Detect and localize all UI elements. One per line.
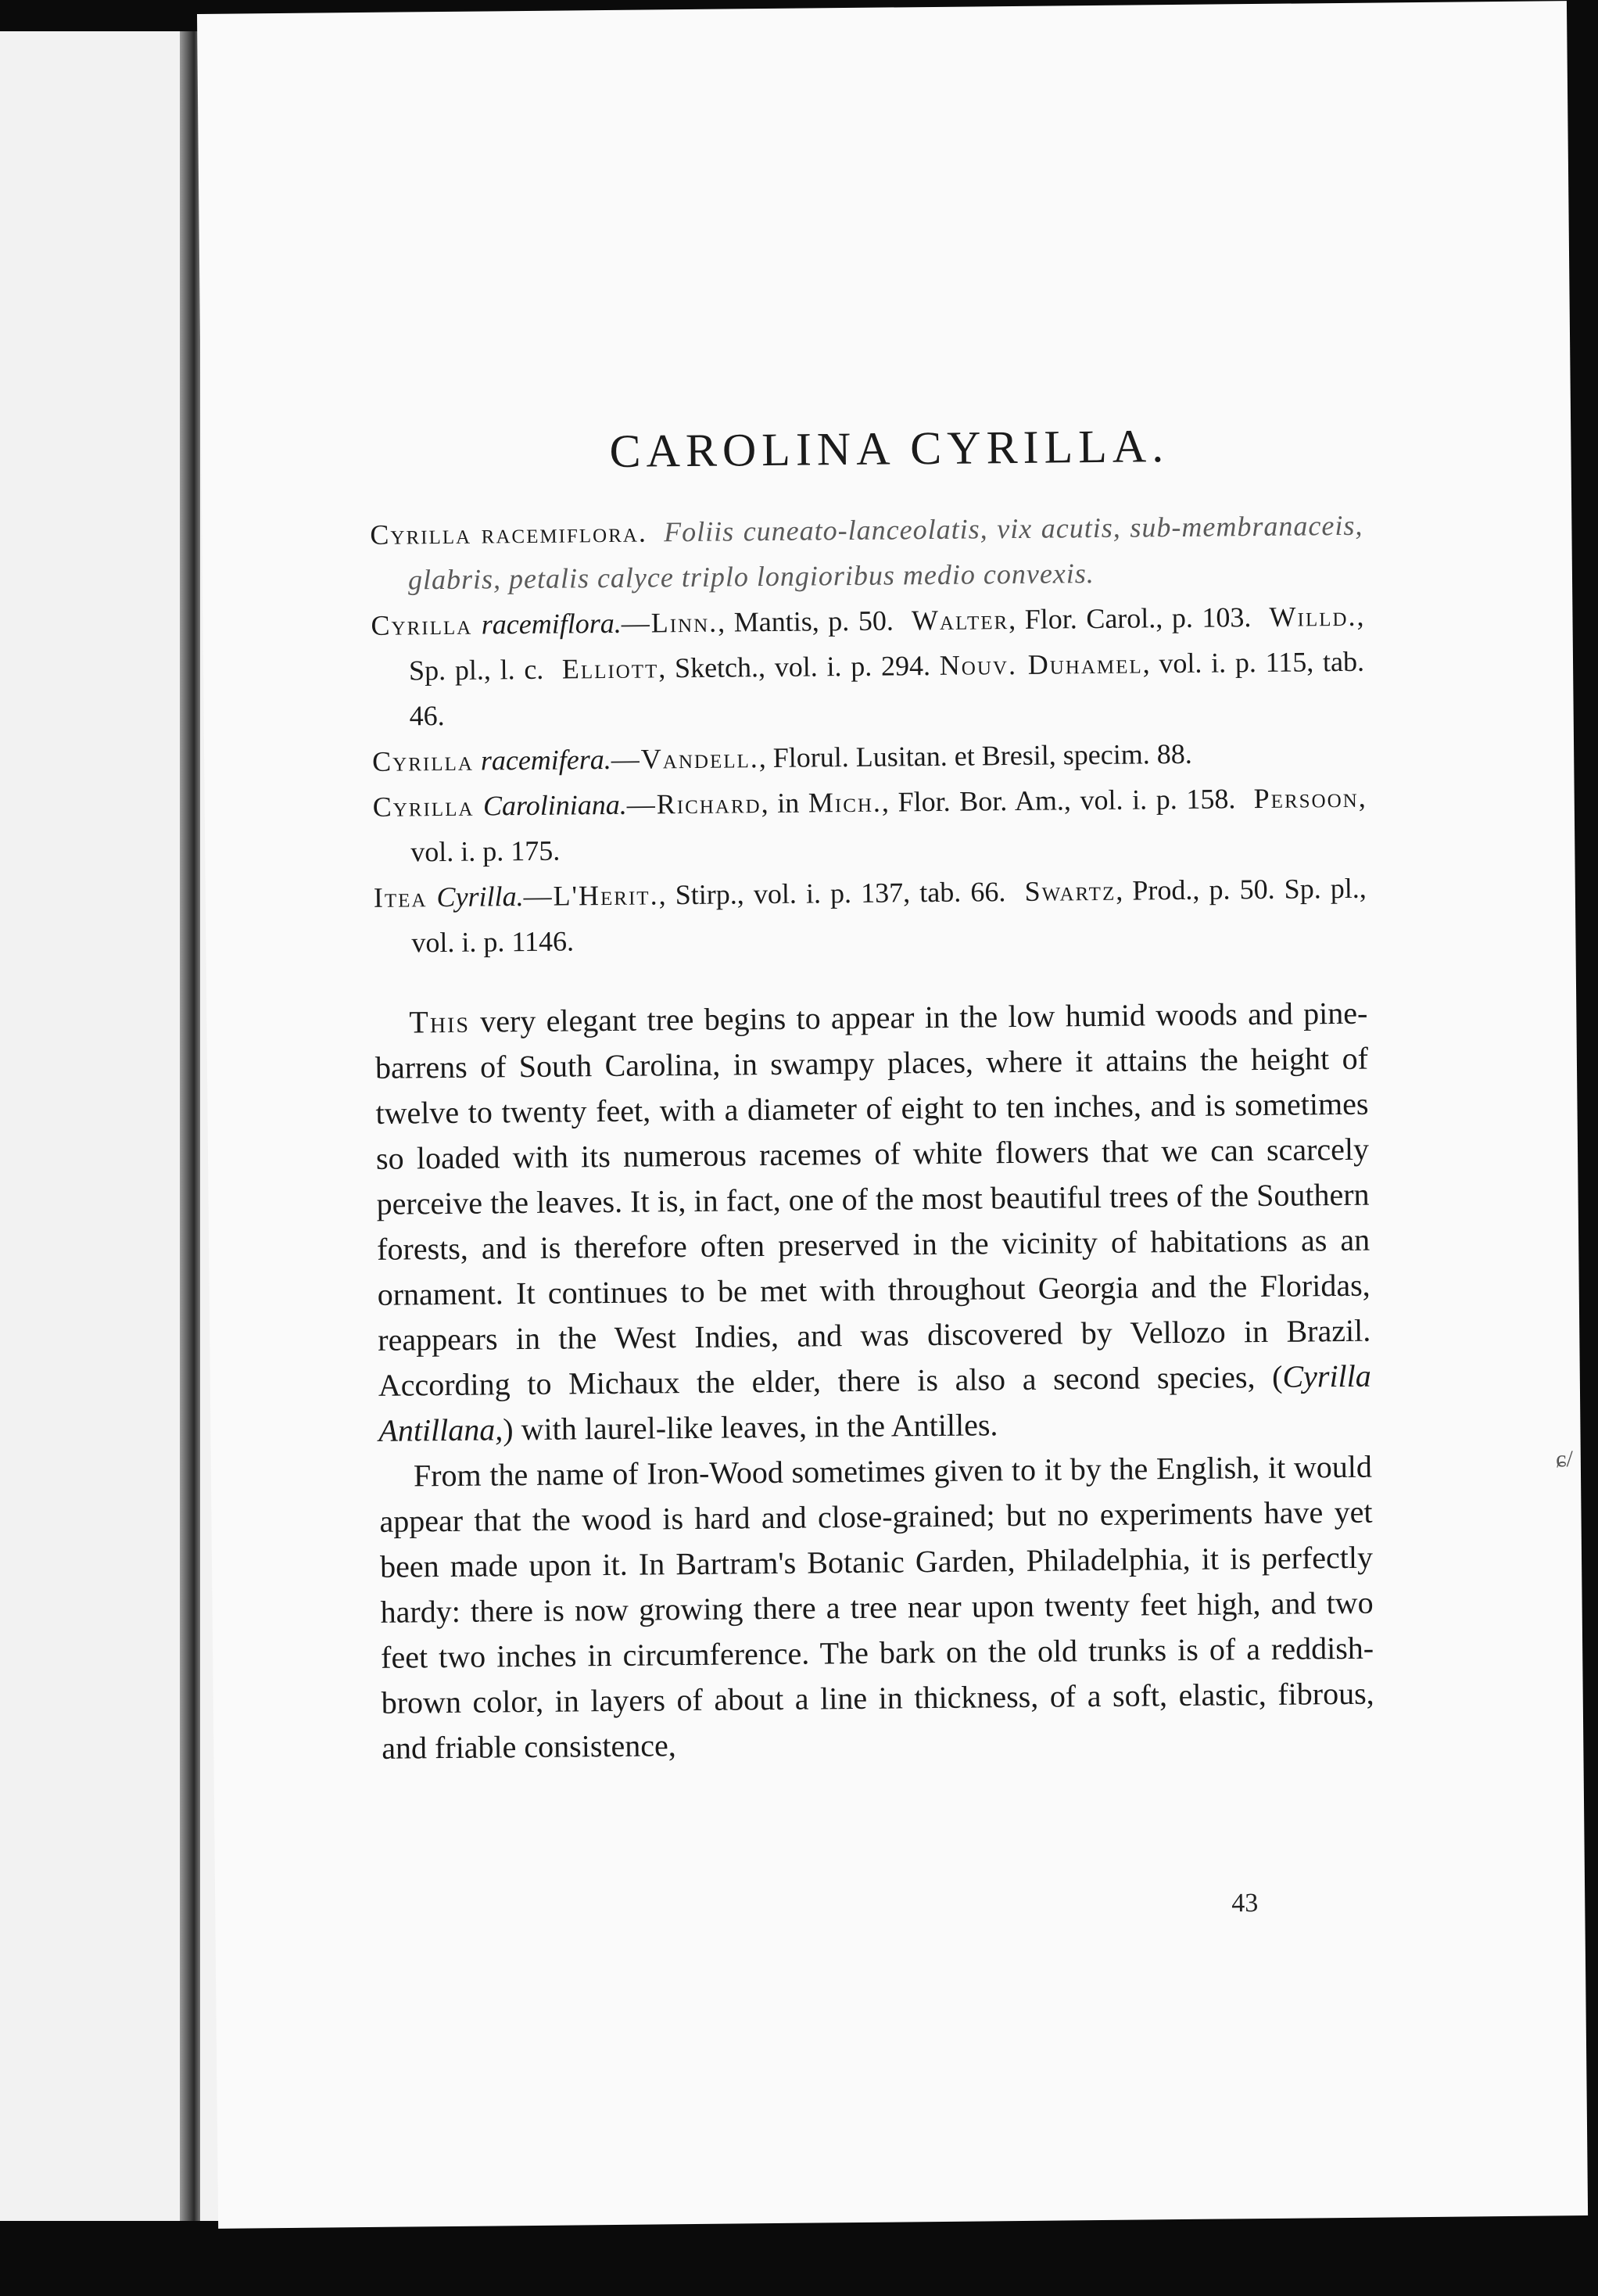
synonym-author: Persoon: [1253, 781, 1359, 815]
synonym-author: —Vandell.: [611, 742, 759, 775]
page-content: [369, 418, 1374, 1771]
species-name: Cyrilla Antillana,: [378, 1358, 1371, 1448]
synonym-author: Walter: [911, 604, 1009, 637]
synonym-reference: , Flor. Bor. Am., vol. i. p. 158.: [881, 783, 1236, 818]
synonym-reference: , Stirp., vol. i. p. 137, tab. 66.: [658, 876, 1006, 911]
body-text: [374, 991, 1374, 1771]
synonym-genus: Cyrilla: [371, 744, 475, 777]
synonym-entry: [370, 503, 1363, 603]
paragraph: [374, 991, 1372, 1454]
page-number: 43: [1231, 1889, 1259, 1918]
synonym-genus: Cyrilla: [371, 608, 473, 641]
book-spine: [180, 31, 200, 2221]
synonym-species: Cyrilla.: [436, 881, 524, 913]
paragraph: From the name of Iron-Wood sometimes given to it by the English, it would appear that the wood is hard and close-grained; but no experiments have yet been made upon it. In Bartram's Botanic Garden, Philadelphia, it is perfectly hardy: there is now growing there a tree near upon twenty feet high, and two feet two inches in circumference. The bark on the old trunks is of a reddish-brown color, in layers of about a line in thickness, of a soft, elastic, fibrous, and friable consistence,: [379, 1448, 1374, 1766]
synonym-reference: , in: [761, 787, 800, 820]
synonym-reference: , Mantis, p. 50.: [717, 604, 894, 638]
synonym-reference: , vol. i. p. 115, tab. 46.: [409, 645, 1365, 732]
synonym-author: —Richard: [626, 787, 761, 820]
page-title: CAROLINA CYRILLA.: [609, 420, 1170, 477]
synonymy-block: [370, 503, 1367, 966]
synonym-author: Willd.: [1269, 600, 1357, 633]
synonym-reference: , Sp. pl., l. c.: [408, 600, 1364, 687]
synonym-entry: [372, 775, 1366, 875]
paragraph-text: very elegant tree begins to appear in the low humid woods and pine-barrens of South Carolina, in swampy places, where it attains the height of twelve to twenty feet, with a diameter of eight to ten inches, and is sometimes so loaded with its numerous racemes of white flowers that we can scarcely perceive the leaves. It is, in fact, one of the most beautiful trees of the Southern forests, and is therefore often preserved in the vicinity of habitations as an ornament. It continues to be met with throughout Georgia and the Floridas, reappears in the West Indies, and was discovered by Vellozo in Brazil. According to Michaux the elder, there is also a second species, (: [374, 995, 1371, 1403]
margin-mark: ɕ/: [1556, 1446, 1573, 1473]
paragraph-lead-word: This: [409, 1003, 471, 1040]
synonym-genus: Itea: [373, 881, 428, 913]
synonym-reference: , Prod., p. 50. Sp. pl., vol. i. p. 1146.: [411, 872, 1367, 959]
synonym-entry: [371, 594, 1365, 739]
synonym-genus: Cyrilla racemiflora.: [370, 516, 648, 551]
synonym-species: Caroliniana.: [482, 788, 627, 822]
paragraph-text: ) with laurel-like leaves, in the Antilles.: [503, 1407, 998, 1448]
synonym-genus: Cyrilla: [372, 790, 475, 823]
synonym-author: —L'Herit.: [523, 879, 659, 913]
synonym-reference: , Flor. Carol., p. 103.: [1008, 601, 1252, 636]
latin-diagnosis: Foliis cuneato-lanceolatis, vix acutis, sub-membranaceis, glabris, petalis calyce triplo longioribus medio convexis.: [407, 509, 1363, 596]
synonym-author: —Linn.: [621, 606, 718, 639]
synonym-author: Swartz: [1024, 874, 1116, 907]
synonym-author: Mich.: [808, 786, 883, 819]
synonym-species: racemifera.: [480, 743, 612, 777]
synonym-author: Nouv. Duhamel: [939, 648, 1143, 681]
book-page: [197, 1, 1588, 2229]
synonym-species: racemiflora.: [481, 607, 622, 640]
synonym-reference: , Florul. Lusitan. et Bresil, specim. 88.: [758, 737, 1192, 774]
synonym-reference: , vol. i. p. 175.: [410, 781, 1366, 868]
synonym-reference: , Sketch., vol. i. p. 294.: [658, 650, 931, 684]
synonym-author: Elliott: [561, 652, 659, 685]
synonym-entry: [374, 866, 1367, 966]
